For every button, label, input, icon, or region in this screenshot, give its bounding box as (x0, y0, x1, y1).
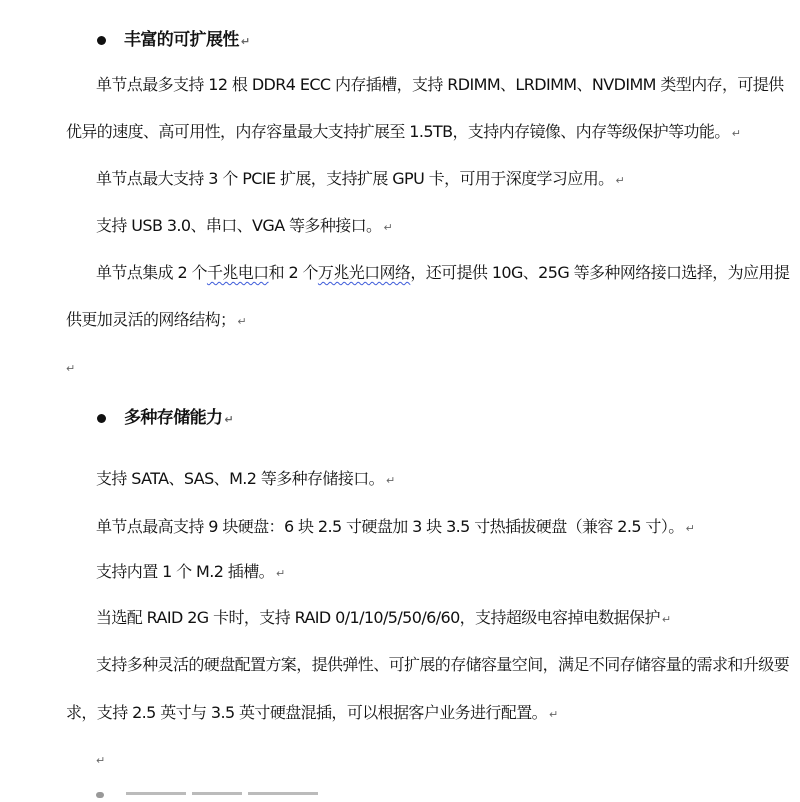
paragraph-line: 支持内置 1 个 M.2 插槽。 ↵ (96, 562, 286, 581)
paragraph-mark-icon: ↵ (96, 754, 106, 767)
paragraph-line: 单节点最高支持 9 块硬盘：6 块 2.5 寸硬盘加 3 块 3.5 寸热插拔硬盘（兼容 2.5 寸）。 ↵ (96, 517, 695, 536)
paragraph-line: 优异的速度、高可用性，内存容量最大支持扩展至 1.5TB，支持内存镜像、内存等级保护等功能。 ↵ (66, 122, 741, 141)
paragraph-mark-icon: ↵ (224, 413, 234, 426)
section-heading: 多种存储能力 ↵ (124, 408, 234, 428)
paragraph-line: 求，支持 2.5 英寸与 3.5 英寸硬盘混插，可以根据客户业务进行配置。 ↵ (66, 703, 559, 722)
paragraph-mark-icon: ↵ (661, 613, 672, 626)
paragraph-line: 单节点最大支持 3 个 PCIE 扩展，支持扩展 GPU 卡，可用于深度学习应用。 ↵ (96, 169, 625, 188)
cut-off-next-heading (96, 792, 356, 802)
paragraph-line: 支持 SATA、SAS、M.2 等多种存储接口。 ↵ (96, 469, 396, 488)
paragraph-mark-icon: ↵ (240, 35, 251, 48)
bullet-icon (97, 414, 106, 423)
paragraph-mark-icon: ↵ (731, 127, 741, 140)
paragraph-line: 供更加灵活的网络结构； ↵ (66, 310, 247, 329)
paragraph-line: 当选配 RAID 2G 卡时，支持 RAID 0/1/10/5/50/6/60，支持超级电容掉电数据保护 ↵ (96, 608, 672, 627)
paragraph-line: 支持 USB 3.0、串口、VGA 等多种接口。 ↵ (96, 216, 393, 235)
paragraph-mark-icon: ↵ (615, 174, 625, 187)
paragraph-mark-icon: ↵ (237, 315, 247, 328)
paragraph-line: 支持多种灵活的硬盘配置方案，提供弹性、可扩展的存储容量空间，满足不同存储容量的需求和升级要 (96, 655, 790, 674)
paragraph-mark-icon: ↵ (386, 474, 396, 487)
spellcheck-underline: 万兆光口网络 (317, 263, 411, 282)
paragraph-mark-icon: ↵ (685, 522, 695, 535)
paragraph-line: 单节点集成 2 个千兆电口和 2 个万兆光口网络，还可提供 10G、25G 等多种网络接口选择，为应用提 (96, 263, 790, 282)
paragraph-mark-icon: ↵ (549, 708, 559, 721)
spellcheck-underline: 千兆电口 (206, 263, 269, 282)
paragraph-mark-icon: ↵ (66, 362, 76, 375)
section-heading: 丰富的可扩展性 ↵ (124, 30, 251, 50)
bullet-icon (97, 36, 106, 45)
paragraph-mark-icon: ↵ (383, 221, 393, 234)
paragraph-mark-icon: ↵ (276, 567, 286, 580)
paragraph-line: 单节点最多支持 12 根 DDR4 ECC 内存插槽，支持 RDIMM、LRDIMM、NVDIMM 类型内存，可提供 (96, 75, 784, 94)
